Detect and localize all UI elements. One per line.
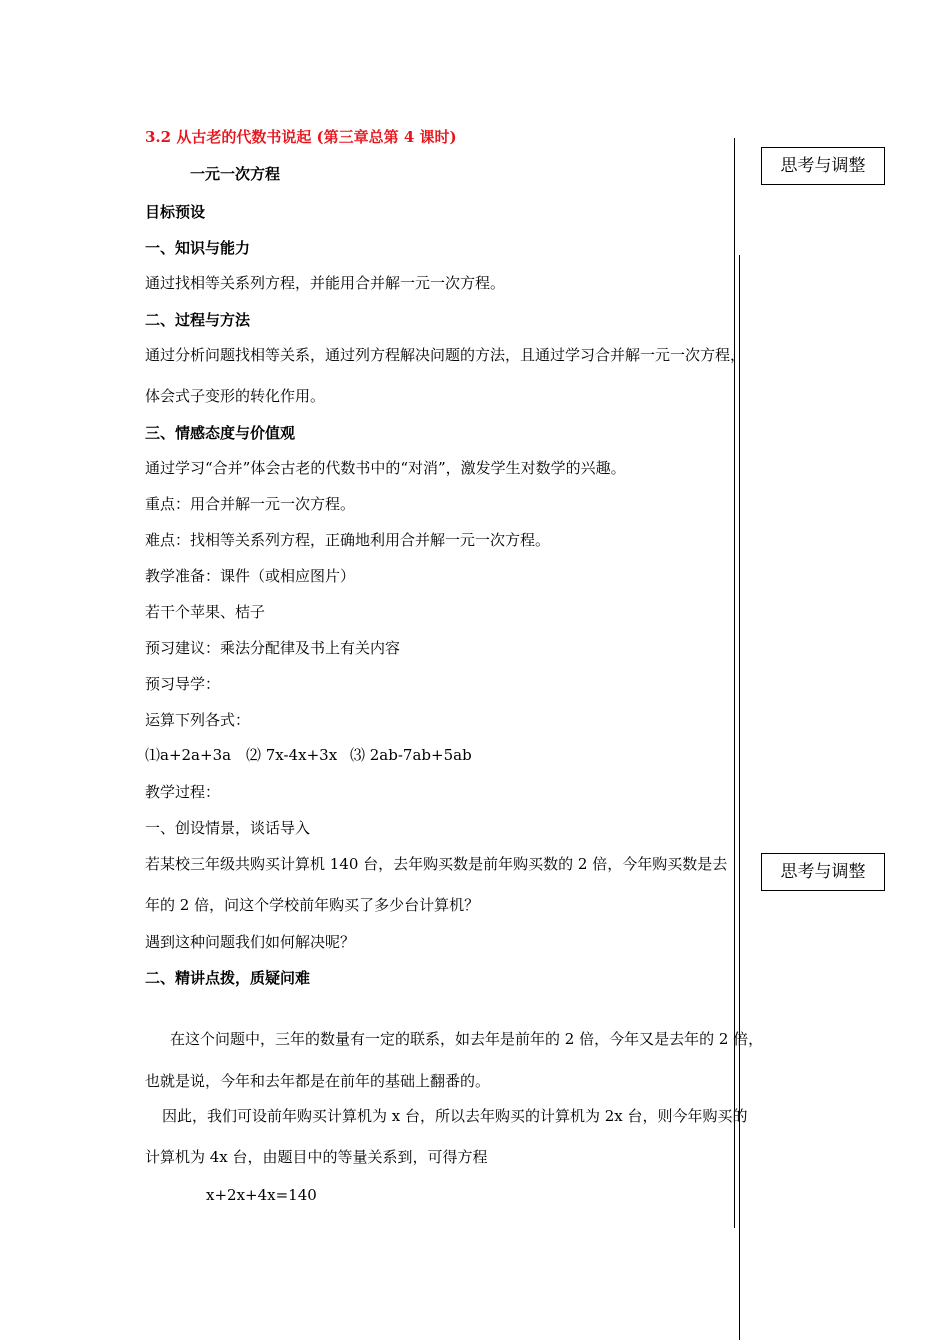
body-text: 教学准备：课件（或相应图片） xyxy=(145,567,356,585)
body-text: 因此，我们可设前年购买计算机为 x 台，所以去年购买的计算机为 2x 台，则今年购买的 xyxy=(162,1107,748,1125)
body-text: 若某校三年级共购买计算机 140 台，去年购买数是前年购买数的 2 倍，今年购买数是去 xyxy=(145,855,728,873)
body-text: 通过学习“合并”体会古老的代数书中的“对消”，激发学生对数学的兴趣。 xyxy=(145,459,626,477)
section-heading: 二、精讲点拨，质疑问难 xyxy=(145,969,311,987)
body-text: 难点：找相等关系列方程，正确地利用合并解一元一次方程。 xyxy=(145,531,551,549)
exercise-item: ⑶ 2ab-7ab+5ab xyxy=(350,746,472,764)
exercise-item: ⑴a+2a+3a xyxy=(145,746,232,764)
body-text: 通过找相等关系列方程，并能用合并解一元一次方程。 xyxy=(145,274,506,292)
body-text: 通过分析问题找相等关系，通过列方程解决问题的方法，且通过学习合并解一元一次方程， xyxy=(145,346,746,364)
margin-rule-left xyxy=(734,138,735,1228)
margin-rule-right xyxy=(739,255,740,1340)
body-text: 若干个苹果、桔子 xyxy=(145,603,266,621)
section-heading: 三、情感态度与价值观 xyxy=(145,424,296,442)
body-text: 运算下列各式： xyxy=(145,711,251,729)
reflection-box: 思考与调整 xyxy=(761,853,885,891)
body-text: 在这个问题中，三年的数量有一定的联系，如去年是前年的 2 倍，今年又是去年的 2 倍， xyxy=(170,1030,764,1048)
lesson-title: 3.2 从古老的代数书说起 (第三章总第 4 课时) xyxy=(145,128,457,146)
body-text: 遇到这种问题我们如何解决呢？ xyxy=(145,933,356,951)
equation: x+2x+4x=140 xyxy=(206,1186,317,1204)
body-text: 预习建议：乘法分配律及书上有关内容 xyxy=(145,639,401,657)
body-text: 计算机为 4x 台，由题目中的等量关系到，可得方程 xyxy=(145,1148,488,1166)
section-heading: 一、知识与能力 xyxy=(145,239,251,257)
exercise-item: ⑵ 7x-4x+3x xyxy=(246,746,338,764)
section-heading: 目标预设 xyxy=(145,203,206,221)
body-text: 教学过程： xyxy=(145,783,221,801)
body-text: 预习导学： xyxy=(145,675,221,693)
body-text: 年的 2 倍，问这个学校前年购买了多少台计算机？ xyxy=(145,896,480,914)
body-text: 一、创设情景，谈话导入 xyxy=(145,819,311,837)
body-text: 也就是说，今年和去年都是在前年的基础上翻番的。 xyxy=(145,1072,491,1090)
lesson-subtitle: 一元一次方程 xyxy=(190,165,281,183)
body-text: 重点：用合并解一元一次方程。 xyxy=(145,495,356,513)
section-heading: 二、过程与方法 xyxy=(145,311,251,329)
reflection-box: 思考与调整 xyxy=(761,147,885,185)
body-text: 体会式子变形的转化作用。 xyxy=(145,387,326,405)
